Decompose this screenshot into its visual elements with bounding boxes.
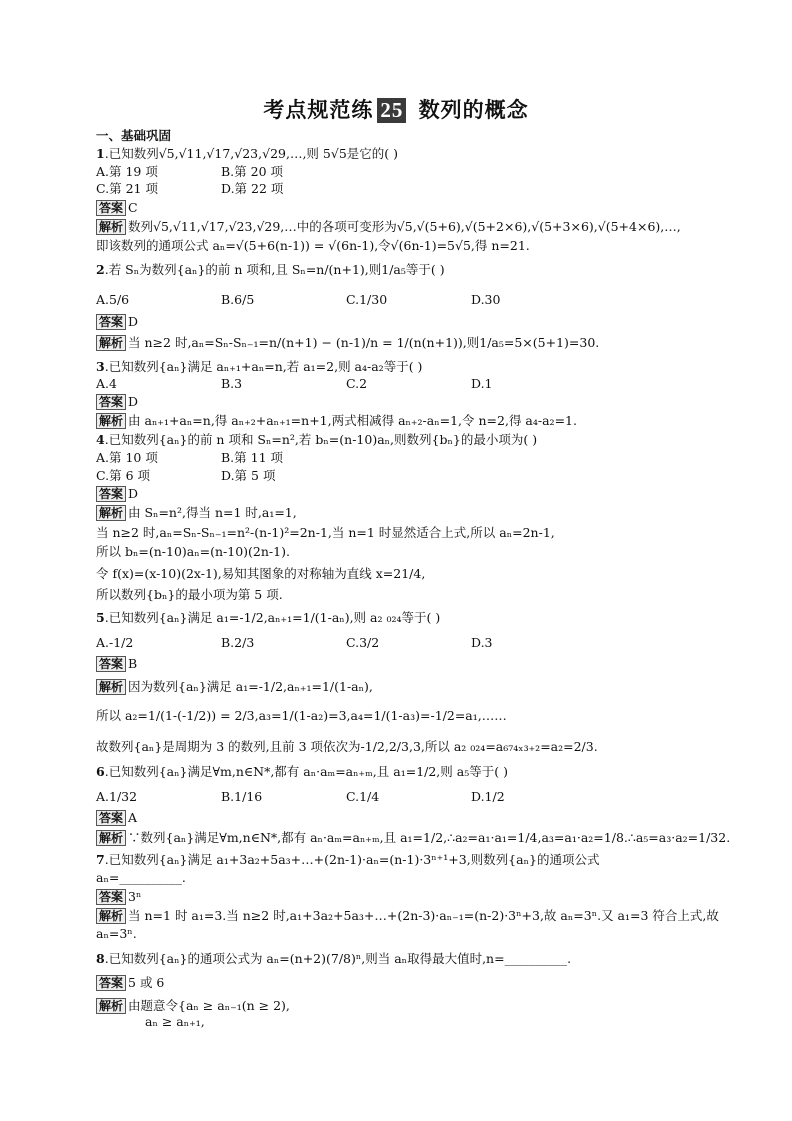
question-5-options [96, 635, 596, 651]
analysis-text: 由 aₙ₊₁+aₙ=n,得 aₙ₊₂+aₙ₊₁=n+1,两式相减得 aₙ₊₂-aₙ=1,令 n=2,得 a₄-a₂=1. [128, 413, 577, 428]
question-1-options-row-2 [96, 181, 346, 197]
question-number: 8 [96, 951, 105, 966]
analysis-text: ∵数列{aₙ}满足∀m,n∈N*,都有 aₙ·aₘ=aₙ₊ₘ,且 a₁=1/2,∴a₂=a₁·a₁=1/4,a₃=a₁·a₂=1/8.∴a₅=a₃·a₂=1/32. [128, 830, 731, 845]
question-7-blank-line: aₙ=__________. [96, 870, 186, 885]
question-number: 5 [96, 610, 105, 625]
analysis-row [96, 998, 290, 1014]
question-4-stem: 已知数列{aₙ}的前 n 项和 Sₙ=n²,若 bₙ=(n-10)aₙ,则数列{bₙ}的最小项为( ) [108, 432, 538, 447]
answer-tag: 答案 [96, 314, 126, 330]
option-a: A.4 [96, 376, 117, 391]
analysis-tag: 解析 [96, 830, 126, 846]
answer-row [96, 486, 138, 502]
analysis-row [96, 830, 730, 846]
analysis-row [96, 219, 681, 235]
option-b: B.第 20 项 [221, 164, 284, 179]
question-2-options [96, 292, 596, 308]
question-3: 3.已知数列{aₙ}满足 aₙ₊₁+aₙ=n,若 a₁=2,则 a₄-a₂等于( ) [96, 359, 423, 374]
analysis-tag: 解析 [96, 335, 126, 351]
answer-value: 3ⁿ [128, 889, 142, 904]
option-b: B.3 [221, 376, 243, 391]
question-8: 8.已知数列{aₙ}的通项公式为 aₙ=(n+2)(7/8)ⁿ,则当 aₙ取得最大值时,n=__________. [96, 951, 572, 966]
option-b: B.6/5 [221, 292, 255, 307]
option-b: B.2/3 [221, 635, 255, 650]
analysis-text: 当 n=1 时 a₁=3.当 n≥2 时,a₁+3a₂+5a₃+…+(2n-3)·aₙ₋₁=(n-2)·3ⁿ+3,故 aₙ=3ⁿ.又 a₁=3 符合上式,故 [128, 908, 719, 923]
answer-row [96, 810, 137, 826]
answer-tag: 答案 [96, 200, 126, 216]
answer-tag: 答案 [96, 394, 126, 410]
analysis-row [96, 908, 719, 924]
question-7: 7.已知数列{aₙ}满足 a₁+3a₂+5a₃+…+(2n-1)·aₙ=(n-1)·3ⁿ⁺¹+3,则数列{aₙ}的通项公式 [96, 852, 600, 867]
question-number: 3 [96, 359, 105, 374]
analysis-line: aₙ=3ⁿ. [96, 926, 137, 941]
analysis-row [96, 335, 599, 351]
analysis-text: 当 n≥2 时,aₙ=Sₙ-Sₙ₋₁=n/(n+1) − (n-1)/n = 1/(n(n+1)),则1/a₅=5×(5+1)=30. [128, 335, 600, 350]
question-6-options [96, 789, 596, 805]
question-number: 1 [96, 146, 105, 161]
section-heading: 一、基础巩固 [96, 128, 172, 143]
analysis-text: 因为数列{aₙ}满足 a₁=-1/2,aₙ₊₁=1/(1-aₙ), [128, 679, 373, 694]
analysis-row [96, 413, 577, 429]
title-prefix: 考点规范练 [263, 98, 374, 122]
option-c: C.第 6 项 [96, 468, 150, 483]
answer-value: A [128, 810, 138, 825]
option-d: D.第 22 项 [221, 181, 284, 196]
analysis-line: 令 f(x)=(x-10)(2x-1),易知其图象的对称轴为直线 x=21/4, [96, 566, 426, 581]
analysis-tag: 解析 [96, 998, 126, 1014]
question-3-options [96, 376, 596, 392]
analysis-text: 数列√5,√11,√17,√23,√29,…中的各项可变形为√5,√(5+6),√(5+2×6),√(5+3×6),√(5+4×6),…, [128, 219, 681, 234]
option-a: A.第 19 项 [96, 164, 158, 179]
answer-value: D [128, 394, 139, 409]
analysis-text: 由 Sₙ=n²,得当 n=1 时,a₁=1, [128, 505, 297, 520]
option-d: D.1 [471, 376, 493, 391]
option-a: A.第 10 项 [96, 450, 158, 465]
answer-tag: 答案 [96, 656, 126, 672]
option-b: B.1/16 [221, 789, 263, 804]
answer-tag: 答案 [96, 975, 126, 991]
option-d: D.3 [471, 635, 493, 650]
answer-tag: 答案 [96, 889, 126, 905]
title-number-badge: 25 [377, 98, 406, 123]
question-5: 5.已知数列{aₙ}满足 a₁=-1/2,aₙ₊₁=1/(1-aₙ),则 a₂ ₀₂₄等于( ) [96, 610, 441, 625]
question-2: 2.若 Sₙ为数列{aₙ}的前 n 项和,且 Sₙ=n/(n+1),则1/a₅等于( ) [96, 262, 445, 277]
option-c: C.2 [346, 376, 368, 391]
question-number: 7 [96, 852, 105, 867]
answer-tag: 答案 [96, 486, 126, 502]
answer-tag: 答案 [96, 810, 126, 826]
option-b: B.第 11 项 [221, 450, 284, 465]
option-c: C.第 21 项 [96, 181, 158, 196]
question-1-options-row-1 [96, 164, 346, 180]
option-d: D.1/2 [471, 789, 505, 804]
analysis-line: 即该数列的通项公式 aₙ=√(5+6(n-1)) = √(6n-1),令√(6n-1)=5√5,得 n=21. [96, 238, 530, 253]
answer-value: D [128, 486, 139, 501]
analysis-line: 所以数列{bₙ}的最小项为第 5 项. [96, 587, 283, 602]
option-c: C.3/2 [346, 635, 380, 650]
answer-value: C [128, 200, 138, 215]
option-d: D.第 5 项 [221, 468, 276, 483]
analysis-tag: 解析 [96, 413, 126, 429]
analysis-tag: 解析 [96, 679, 126, 695]
answer-row [96, 975, 164, 991]
question-number: 6 [96, 764, 105, 779]
answer-row [96, 394, 138, 410]
question-2-stem: 若 Sₙ为数列{aₙ}的前 n 项和,且 Sₙ=n/(n+1),则1/a₅等于( ) [108, 262, 445, 277]
question-1: 1.已知数列√5,√11,√17,√23,√29,…,则 5√5是它的( ) [96, 146, 399, 161]
analysis-tag: 解析 [96, 908, 126, 924]
question-6: 6.已知数列{aₙ}满足∀m,n∈N*,都有 aₙ·aₘ=aₙ₊ₘ,且 a₁=1/2,则 a₅等于( ) [96, 764, 508, 779]
question-number: 4 [96, 432, 105, 447]
answer-row [96, 656, 137, 672]
analysis-line: 所以 bₙ=(n-10)aₙ=(n-10)(2n-1). [96, 544, 290, 559]
page-title [0, 94, 792, 124]
analysis-row [96, 505, 297, 521]
question-1-stem: 已知数列√5,√11,√17,√23,√29,…,则 5√5是它的( ) [108, 146, 399, 161]
answer-value: D [128, 314, 139, 329]
analysis-tag: 解析 [96, 219, 126, 235]
question-3-stem: 已知数列{aₙ}满足 aₙ₊₁+aₙ=n,若 a₁=2,则 a₄-a₂等于( ) [108, 359, 423, 374]
title-topic: 数列的概念 [418, 98, 529, 122]
analysis-line: 所以 a₂=1/(1-(-1/2)) = 2/3,a₃=1/(1-a₂)=3,a₄=1/(1-a₃)=-1/2=a₁,…… [96, 708, 507, 723]
question-7-stem: 已知数列{aₙ}满足 a₁+3a₂+5a₃+…+(2n-1)·aₙ=(n-1)·3ⁿ⁺¹+3,则数列{aₙ}的通项公式 [108, 852, 600, 867]
question-4-options-row-2 [96, 468, 346, 484]
analysis-tag: 解析 [96, 505, 126, 521]
analysis-line: 当 n≥2 时,aₙ=Sₙ-Sₙ₋₁=n²-(n-1)²=2n-1,当 n=1 时显然适合上式,所以 aₙ=2n-1, [96, 525, 555, 540]
analysis-line: 故数列{aₙ}是周期为 3 的数列,且前 3 项依次为-1/2,2/3,3,所以 a₂ ₀₂₄=a₆₇₄ₓ₃₊₂=a₂=2/3. [96, 739, 598, 754]
option-d: D.30 [471, 292, 501, 307]
answer-row [96, 314, 138, 330]
option-a: A.-1/2 [96, 635, 134, 650]
analysis-row [96, 679, 373, 695]
question-5-stem: 已知数列{aₙ}满足 a₁=-1/2,aₙ₊₁=1/(1-aₙ),则 a₂ ₀₂₄等于( ) [108, 610, 441, 625]
question-number: 2 [96, 262, 105, 277]
question-6-stem: 已知数列{aₙ}满足∀m,n∈N*,都有 aₙ·aₘ=aₙ₊ₘ,且 a₁=1/2,则 a₅等于( ) [108, 764, 508, 779]
answer-value: 5 或 6 [128, 975, 165, 990]
question-8-stem: 已知数列{aₙ}的通项公式为 aₙ=(n+2)(7/8)ⁿ,则当 aₙ取得最大值时,n=__________. [108, 951, 572, 966]
answer-value: B [128, 656, 138, 671]
answer-row [96, 200, 138, 216]
analysis-text: 由题意令{aₙ ≥ aₙ₋₁(n ≥ 2), [128, 998, 290, 1013]
answer-row [96, 889, 141, 905]
analysis-line: aₙ ≥ aₙ₊₁, [145, 1014, 205, 1029]
option-a: A.5/6 [96, 292, 130, 307]
option-c: C.1/4 [346, 789, 380, 804]
option-c: C.1/30 [346, 292, 388, 307]
question-4: 4.已知数列{aₙ}的前 n 项和 Sₙ=n²,若 bₙ=(n-10)aₙ,则数列{bₙ}的最小项为( ) [96, 432, 538, 447]
question-4-options-row-1 [96, 450, 346, 466]
option-a: A.1/32 [96, 789, 138, 804]
